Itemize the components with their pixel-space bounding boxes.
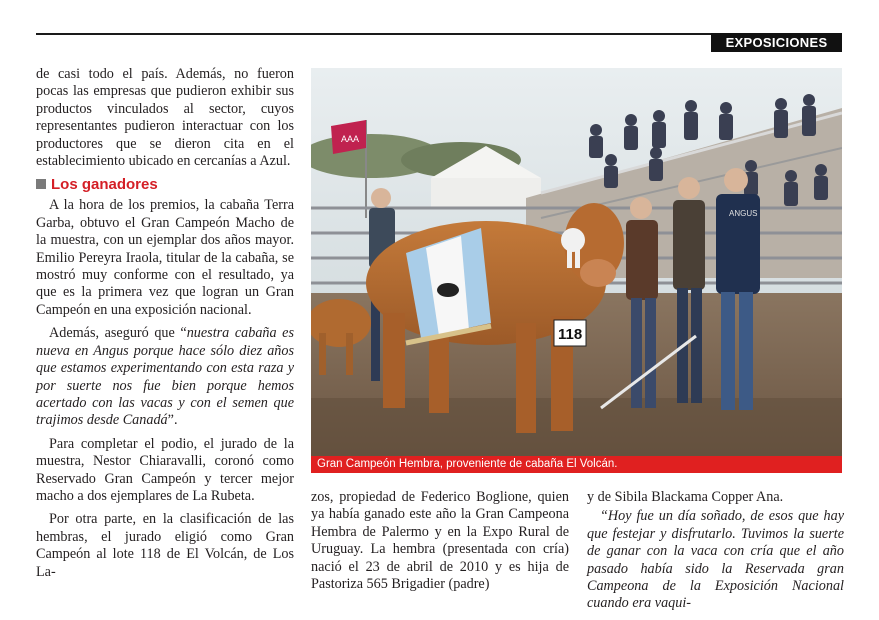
podium-paragraph: Para completar el podio, el jurado de la muestra, Nestor Chiaravalli, coronó como Reservado Gran Campeón y tercer mejor macho a dos ejemplares de La Rubeta. [36, 435, 294, 504]
cattle-photo [311, 68, 842, 456]
middle-paragraph: zos, propiedad de Federico Boglione, quien ya había ganado este año la Gran Campeona Hembra de Palermo y en la Expo Rural de Uruguay. La hembra (presentada con cría) nació el 23 de abril de 2010 y es hija de Pastoriza 565 Brigadier (padre) [311, 489, 569, 593]
winners-paragraph: A la hora de los premios, la cabaña Terra Garba, obtuvo el Gran Campeón Macho de la muestra, con un ejemplar dos años mayor. Emilio Pereyra Iraola, titular de la cabaña, se mostró muy conforme con el resultado, ya que es la primera vez que logran un Gran Campeón en una exposición nacional. [36, 197, 294, 318]
quote-paragraph [36, 325, 294, 429]
section-tag: EXPOSICIONES [711, 33, 842, 52]
flag-text: AAA [341, 134, 360, 144]
right-line: y de Sibila Blackama Copper Ana. [587, 489, 784, 505]
quote-end: ”. [167, 412, 178, 429]
right-quote: “Hoy fue un día soñado, de esos que hay que festejar y disfrutarlo. Tuvimos la suerte de ganar con la vaca con cría que el año pasado había sido la Reservada gran Campeona de la Exposición Nacional cuando era vaqui- [587, 508, 844, 612]
intro-paragraph: de casi todo el país. Además, no fueron pocas las empresas que pudieron exhibir sus productos vinculados al sector, cuyos representantes pudieron interactuar con los productores que se dieron cita en el establecimiento ubicado en cercanías a Azul. [36, 66, 294, 170]
subheading [36, 176, 294, 194]
column-left [36, 66, 294, 587]
jacket-text: ANGUS [729, 209, 758, 218]
bullet-square-icon [36, 179, 46, 189]
column-right [587, 489, 844, 619]
subheading-text: Los ganadores [51, 176, 158, 194]
quote-lead: Además, aseguró que “ [49, 325, 187, 342]
column-middle [311, 489, 569, 599]
tag-number: 118 [558, 326, 583, 343]
photo-caption: Gran Campeón Hembra, proveniente de cabaña El Volcán. [311, 456, 842, 473]
females-paragraph: Por otra parte, en la clasificación de las hembras, el jurado eligió como Gran Campeón al lote 118 de El Volcán, de Los La- [36, 511, 294, 580]
quote-text: nuestra cabaña es nueva en Angus porque hace sólo diez años que estamos experimentando con esta raza y por suerte nos fue bien porque hemos acertado con las vacas y con el semen que trajimos desde Canadá [36, 325, 294, 429]
